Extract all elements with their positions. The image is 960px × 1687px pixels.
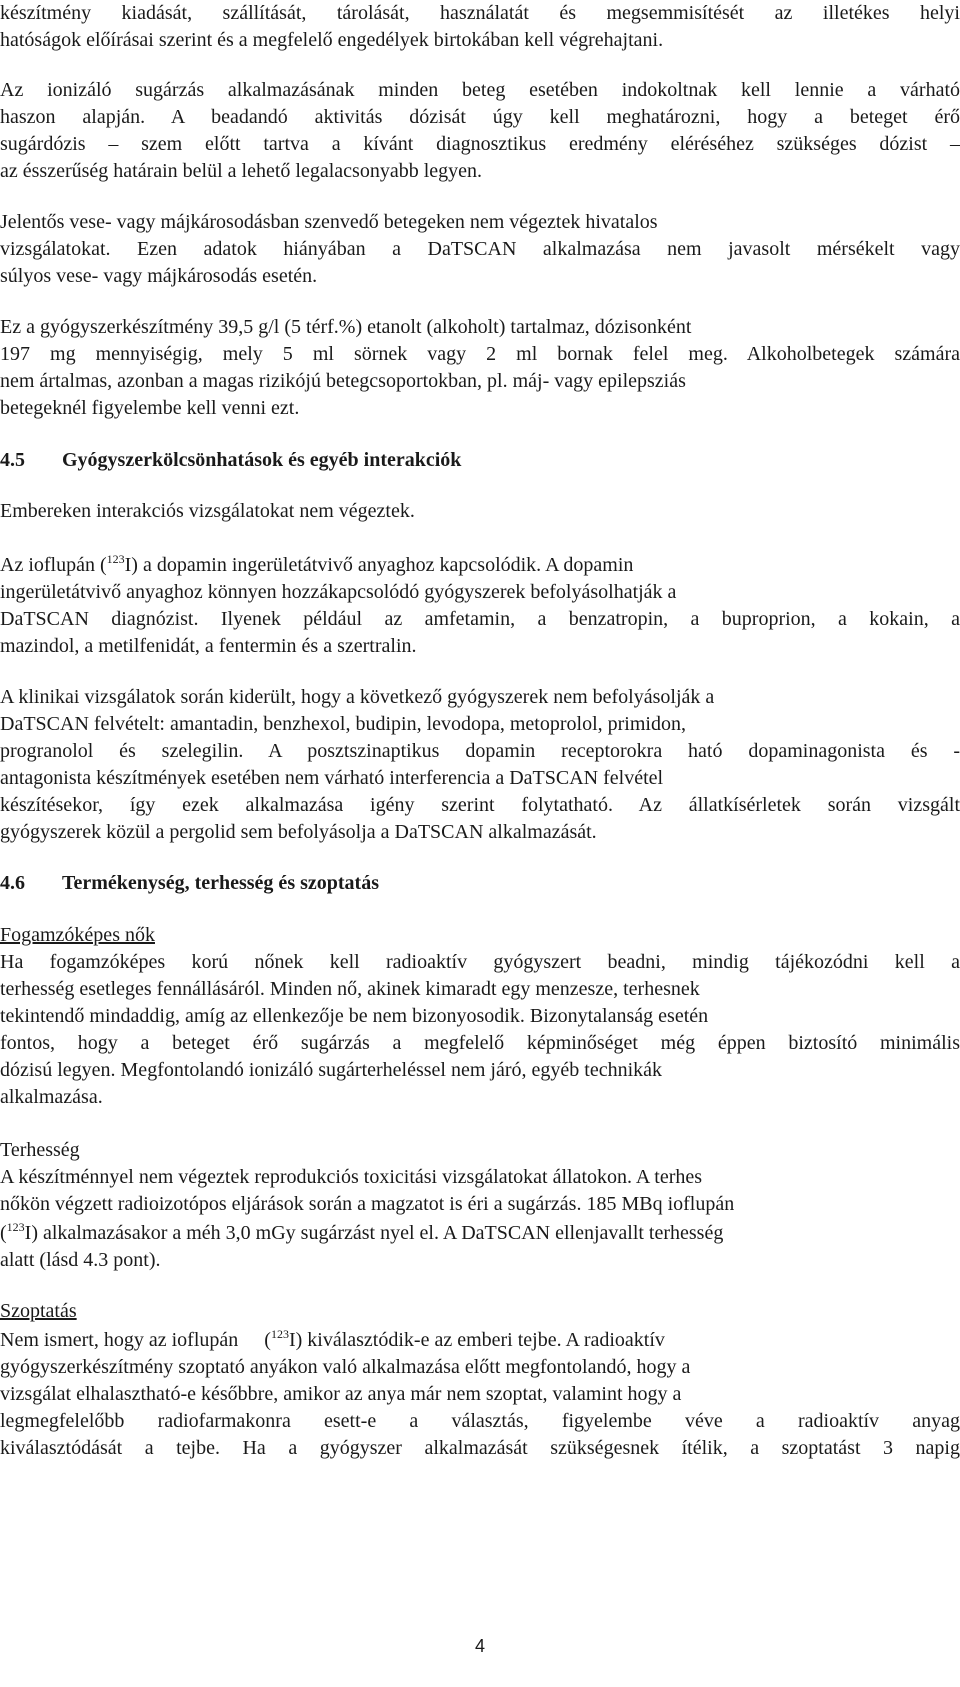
text-line: sugárdózis – szem előtt tartva a kívánt diagnosztikus eredmény eléréséhez szükséges dózist – xyxy=(0,133,960,155)
text-line: kiválasztódását a tejbe. Ha a gyógyszer alkalmazását szükségesnek ítélik, a szoptatást 3 napig xyxy=(0,1437,960,1459)
text-span: I) alkalmazásakor a méh 3,0 mGy sugárzást nyel el. A DaTSCAN ellenjavallt terhesség xyxy=(24,1222,724,1244)
text-line: antagonista készítmények esetében nem várható interferencia a DaTSCAN felvétel xyxy=(0,767,664,789)
text-line: alatt (lásd 4.3 pont). xyxy=(0,1249,161,1271)
text-line: mazindol, a metilfenidát, a fentermin és a szertralin. xyxy=(0,635,417,657)
text-line: progranolol és szelegilin. A posztszinaptikus dopamin receptorokra ható dopaminagonista és - xyxy=(0,740,960,762)
text-line xyxy=(0,1219,960,1247)
text-line: Az ionizáló sugárzás alkalmazásának minden beteg esetében indokoltnak kell lennie a várható xyxy=(0,79,960,101)
text-line: dózisú legyen. Megfontolandó ionizáló sugárterheléssel nem járó, egyéb technikák xyxy=(0,1059,663,1081)
text-span: ( xyxy=(0,1222,7,1244)
isotope-superscript: 123 xyxy=(6,1220,25,1234)
subsection-title-line xyxy=(0,1297,960,1325)
text-line: ingerületátvivő anyaghoz könnyen hozzákapcsolódó gyógyszerek befolyásolhatják a xyxy=(0,581,677,603)
text-line: A klinikai vizsgálatok során kiderült, hogy a következő gyógyszerek nem befolyásolják a xyxy=(0,686,715,708)
section-number: 4.6 xyxy=(0,872,25,894)
text-line: Ha fogamzóképes korú nőnek kell radioaktív gyógyszert beadni, mindig tájékozódni kell a xyxy=(0,951,960,973)
page-number: 4 xyxy=(474,1636,485,1656)
text-line: nem ártalmas, azonban a magas rizikójú betegcsoportokban, pl. máj- vagy epilepsziás xyxy=(0,370,686,392)
text-span: Az ioflupán ( xyxy=(0,554,107,576)
text-line xyxy=(0,551,960,579)
text-line: betegeknél figyelembe kell venni ezt. xyxy=(0,397,300,419)
text-line: gyógyszerkészítmény szoptató anyákon való alkalmazása előtt megfontolandó, hogy a xyxy=(0,1356,691,1378)
text-line: hatóságok előírásai szerint és a megfelelő engedélyek birtokában kell végrehajtani. xyxy=(0,29,664,51)
text-line: gyógyszerek közül a pergolid sem befolyásolja a DaTSCAN alkalmazását. xyxy=(0,821,597,843)
text-line: terhesség esetleges fennállásáról. Minden nő, akinek kimaradt egy menzesze, terhesnek xyxy=(0,978,700,1000)
text-span: Nem ismert, hogy az ioflupán xyxy=(0,1329,239,1351)
section-number: 4.5 xyxy=(0,449,25,471)
text-line: Jelentős vese- vagy májkárosodásban szenvedő betegeken nem végeztek hivatalos xyxy=(0,211,658,233)
text-line: A készítménnyel nem végeztek reprodukciós toxicitási vizsgálatokat állatokon. A terhes xyxy=(0,1166,703,1188)
section-title: Termékenység, terhesség és szoptatás xyxy=(62,872,379,894)
section-heading-4-5 xyxy=(0,446,960,474)
subsection-title-line xyxy=(0,921,960,949)
text-line: alkalmazása. xyxy=(0,1086,103,1108)
text-line: az ésszerűség határain belül a lehető legalacsonyabb legyen. xyxy=(0,160,483,182)
text-line: haszon alapján. A beadandó aktivitás dózisát úgy kell meghatározni, hogy a beteget érő xyxy=(0,106,960,128)
isotope-superscript: 123 xyxy=(106,552,125,566)
text-line: Ez a gyógyszerkészítmény 39,5 g/l (5 térf.%) etanolt (alkoholt) tartalmaz, dózisonként xyxy=(0,316,692,338)
isotope-superscript: 123 xyxy=(270,1327,289,1341)
subsection-title: Terhesség xyxy=(0,1139,80,1161)
text-span: I) kiválasztódik-e az emberi tejbe. A radioaktív xyxy=(288,1329,665,1351)
section-heading-4-6 xyxy=(0,869,960,897)
text-line: készítésekor, így ezek alkalmazása igény szerint folytatható. Az állatkísérletek során vizsgált xyxy=(0,794,960,816)
text-span: ( xyxy=(264,1329,271,1351)
subsection-title: Fogamzóképes nők xyxy=(0,924,155,946)
text-line: készítmény kiadását, szállítását, tárolását, használatát és megsemmisítését az illetékes helyi xyxy=(0,2,960,24)
text-line: vizsgálat elhalasztható-e későbbre, amikor az anya már nem szoptat, valamint hogy a xyxy=(0,1383,682,1405)
text-line: nőkön végzett radioizotópos eljárások során a magzatot is éri a sugárzás. 185 MBq ioflupán xyxy=(0,1193,735,1215)
text-line: 197 mg mennyiségig, mely 5 ml sörnek vagy 2 ml bornak felel meg. Alkoholbetegek számára xyxy=(0,343,960,365)
text-line xyxy=(0,1326,960,1354)
text-line: súlyos vese- vagy májkárosodás esetén. xyxy=(0,265,318,287)
text-span: I) a dopamin ingerületátvivő anyaghoz kapcsolódik. A dopamin xyxy=(124,554,634,576)
subsection-title: Szoptatás xyxy=(0,1300,77,1322)
section-title: Gyógyszerkölcsönhatások és egyéb interakciók xyxy=(62,449,462,471)
text-line: vizsgálatokat. Ezen adatok hiányában a DaTSCAN alkalmazása nem javasolt mérsékelt vagy xyxy=(0,238,960,260)
text-line: DaTSCAN diagnózist. Ilyenek például az amfetamin, a benzatropin, a buproprion, a kokain, a xyxy=(0,608,960,630)
paragraph-no-interaction-studies: Embereken interakciós vizsgálatokat nem végeztek. xyxy=(0,500,415,522)
text-line: tekintendő mindaddig, amíg az ellenkezője be nem bizonyosodik. Bizonytalanság esetén xyxy=(0,1005,709,1027)
text-line: legmegfelelőbb radiofarmakonra esett-e a választás, figyelembe véve a radioaktív anyag xyxy=(0,1410,960,1432)
text-line: fontos, hogy a beteget érő sugárzás a megfelelő képminőséget még éppen biztosító minimális xyxy=(0,1032,960,1054)
text-line: DaTSCAN felvételt: amantadin, benzhexol, budipin, levodopa, metoprolol, primidon, xyxy=(0,713,686,735)
